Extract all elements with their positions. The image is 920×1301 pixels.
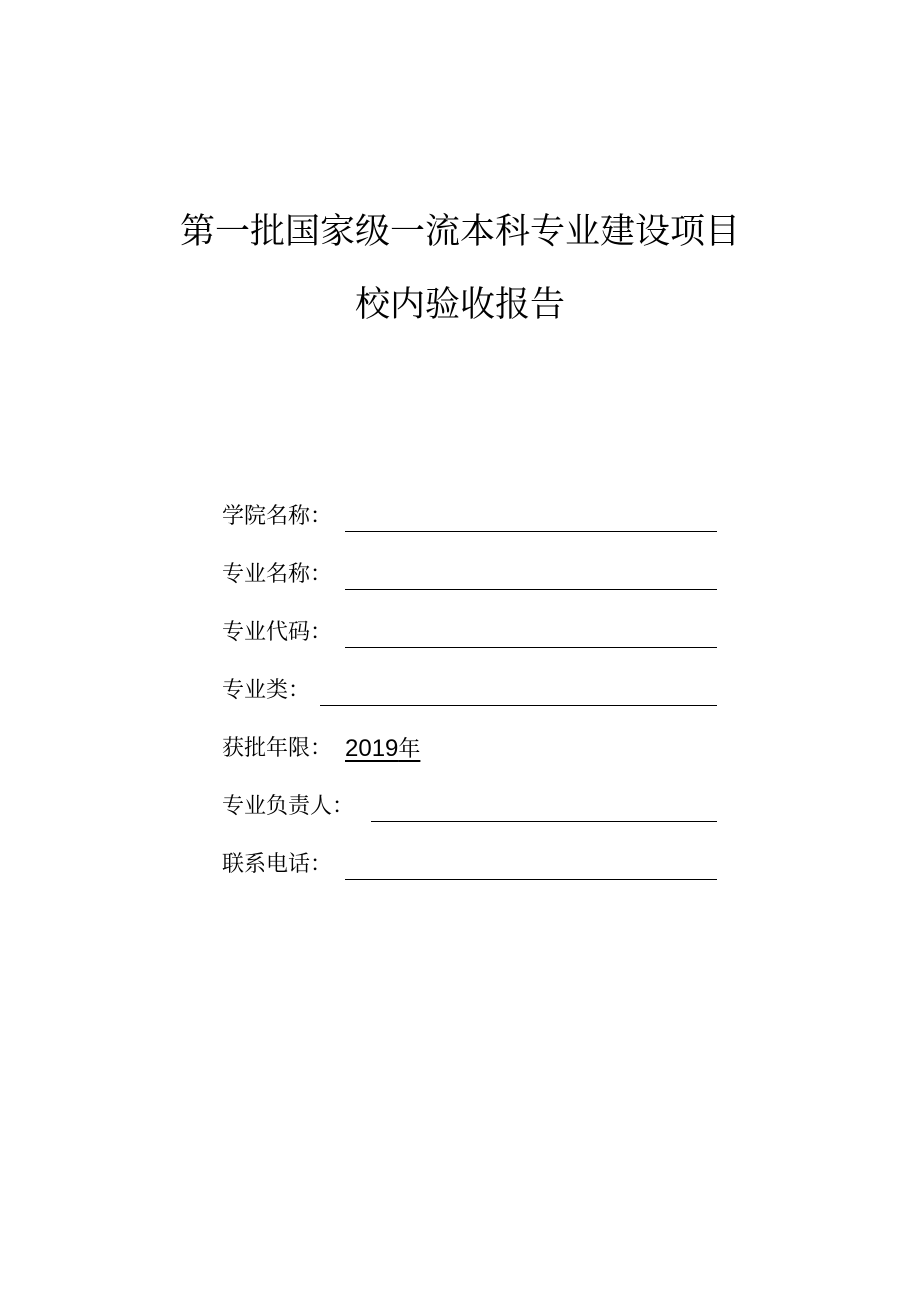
approval-year-unit: 年 [398,737,421,762]
contact-phone-label: 联系电话： [222,852,333,877]
major-category-blank[interactable] [320,705,717,706]
major-name-blank[interactable] [345,589,717,590]
approval-year-label: 获批年限： [222,736,333,761]
major-leader-label: 专业负责人： [222,794,355,819]
major-leader-blank[interactable] [371,821,717,822]
college-name-blank[interactable] [345,531,717,532]
major-code-blank[interactable] [345,647,717,648]
document-title-line-2: 校内验收报告 [354,285,565,325]
major-category-label: 专业类： [222,678,311,703]
approval-year-number: 2019 [345,735,399,762]
contact-phone-blank[interactable] [345,879,717,880]
college-name-label: 学院名称： [222,504,333,529]
major-code-label: 专业代码： [222,620,333,645]
document-title-line-1: 第一批国家级一流本科专业建设项目 [179,212,740,252]
approval-year-value [345,732,420,767]
major-name-label: 专业名称： [222,562,333,587]
